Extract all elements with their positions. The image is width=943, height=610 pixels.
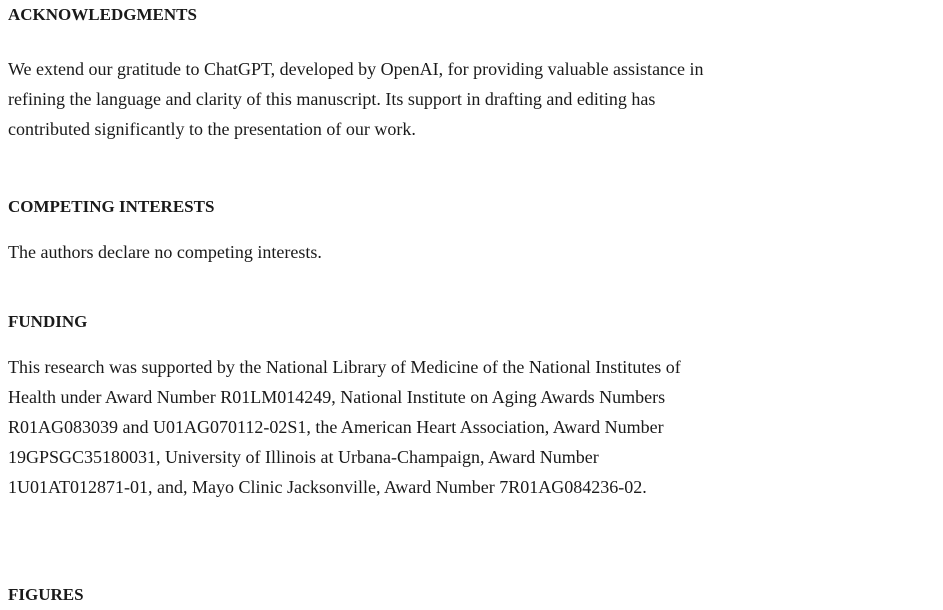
competing-interests-paragraph (8, 237, 933, 267)
funding-line-2: Health under Award Number R01LM014249, National Institute on Aging Awards Numbers (8, 387, 666, 407)
funding-line-5: 1U01AT012871-01, and, Mayo Clinic Jacksonville, Award Number 7R01AG084236-02. (8, 477, 647, 497)
competing-interests-heading: COMPETING INTERESTS (8, 197, 215, 216)
acknowledgments-line-2: refining the language and clarity of this manuscript. Its support in drafting and editing has (8, 89, 656, 109)
funding-paragraph (8, 352, 933, 502)
acknowledgments-paragraph (8, 54, 933, 144)
funding-line-1: This research was supported by the National Library of Medicine of the National Institutes of (8, 357, 681, 377)
figures-heading: FIGURES (8, 585, 84, 604)
acknowledgments-line-1: We extend our gratitude to ChatGPT, developed by OpenAI, for providing valuable assistance in (8, 59, 704, 79)
funding-line-4: 19GPSGC35180031, University of Illinois at Urbana-Champaign, Award Number (8, 447, 599, 467)
competing-interests-line-1: The authors declare no competing interests. (8, 242, 322, 262)
acknowledgments-heading: ACKNOWLEDGMENTS (8, 5, 197, 24)
acknowledgments-line-3: contributed significantly to the presentation of our work. (8, 119, 416, 139)
funding-heading: FUNDING (8, 312, 88, 331)
funding-line-3: R01AG083039 and U01AG070112-02S1, the American Heart Association, Award Number (8, 417, 664, 437)
